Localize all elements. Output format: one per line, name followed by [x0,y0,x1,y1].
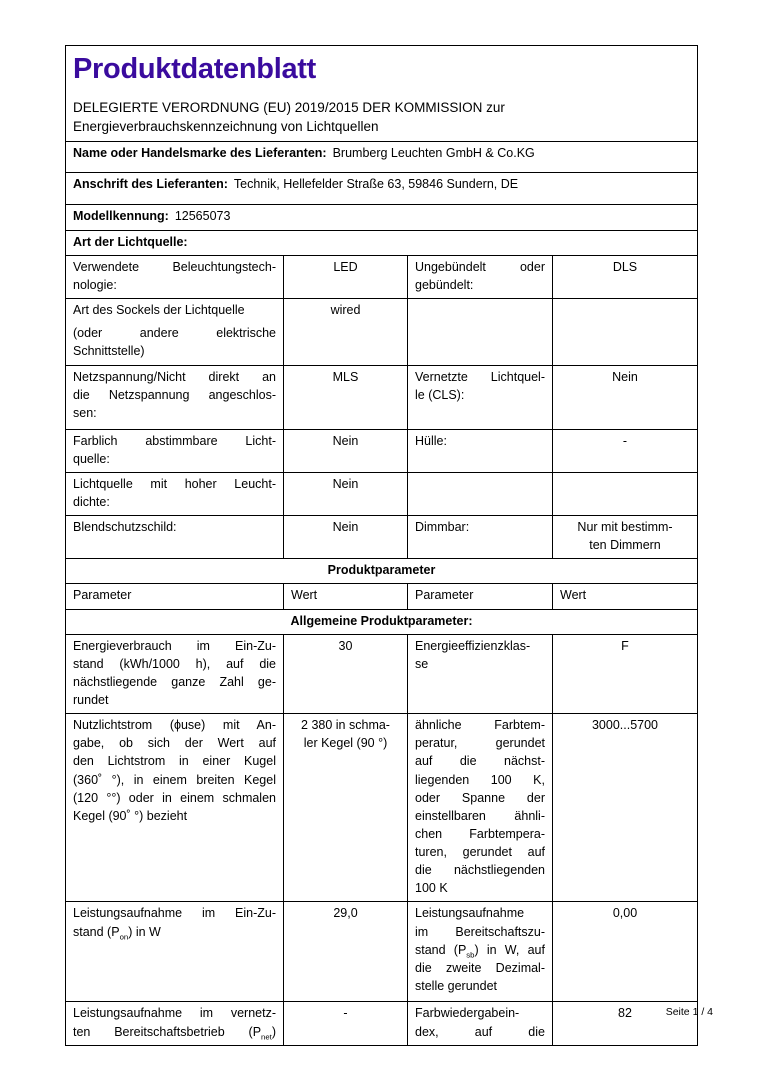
table-row [66,230,698,255]
table-row [66,365,698,429]
on-mode-power-line-2 [73,923,276,941]
mains-voltage-label-cell: Netzspannung/Nicht direkt an die Netzspannung angeschlos- sen: [66,365,284,429]
product-datasheet-table [65,45,698,1046]
energy-consumption-label-cell: Energieverbrauch im Ein-Zu- stand (kWh/1000 h), auf die nächstliegende ganze Zahl ge- rundet [66,634,284,714]
networked-standby-value-cell: - [284,1002,408,1045]
empty-cell [553,472,698,515]
table-row [66,204,698,230]
beam-label-cell: Ungebündelt oder gebündelt: [408,255,553,298]
table-row [66,714,698,902]
standby-power-line-5: stelle gerundet [415,978,498,993]
standby-power-line-4: die zweite Dezimal- [415,960,545,975]
table-row [66,902,698,1002]
standby-power-line-1: Leistungsaufnahme [415,906,525,921]
connected-light-source-value-cell: Nein [553,365,698,429]
supplier-address-value: Technik, Hellefelder Straße 63, 59846 Sundern, DE [233,176,519,191]
table-row [66,172,698,204]
networked-standby-line-1: Leistungsaufnahme im vernetz- [73,1006,276,1021]
technology-value-cell: LED [284,255,408,298]
model-id-label: Modellkennung: [73,208,169,223]
color-tunable-label-cell: Farblich abstimmbare Licht- quelle: [66,429,284,472]
energy-consumption-value-cell: 30 [284,634,408,714]
socket-label-line: Art des Sockels der Lichtquelle [73,303,245,318]
light-source-type-label: Art der Lichtquelle: [73,234,188,249]
light-source-type-cell [66,230,698,255]
socket-value-cell: wired [284,299,408,365]
title-row [66,46,698,142]
envelope-value-cell: - [553,429,698,472]
text-run: ) in W [128,924,161,939]
networked-standby-label-cell [66,1002,284,1045]
energy-class-label-cell: Energieeffizienzklas- se [408,634,553,714]
subscript-on: on [119,932,129,942]
supplier-name-label: Name oder Handelsmarke des Lieferanten: [73,145,327,160]
supplier-name-cell [66,141,698,172]
standby-power-line-3 [415,941,545,959]
standby-power-line-2: im Bereitschaftszu- [415,924,545,939]
subtitle-line-2: Energieverbrauchskennzeichnung von Lichtquellen [73,118,379,134]
table-row [66,141,698,172]
text-run: ) in W, auf [474,942,545,957]
table-row [66,516,698,559]
model-id-cell [66,204,698,230]
dimmable-value-cell: Nur mit bestimm- ten Dimmern [553,516,698,559]
standby-power-value-cell: 0,00 [553,902,698,1002]
on-mode-power-line-1: Leistungsaufnahme im Ein-Zu- [73,906,276,921]
color-temperature-label-cell: ähnliche Farbtem- peratur, gerundet auf die nächst- liegenden 100 K, oder Spanne der einstellbaren ähnli- chen Farbtempera- turen, gerundet auf die nächstliegenden 100 K [408,714,553,902]
title-cell [66,46,698,142]
empty-cell [408,299,553,365]
table-row [66,299,698,365]
connected-light-source-label-cell: Vernetzte Lichtquel- le (CLS): [408,365,553,429]
text-run: ) [271,1024,276,1039]
empty-cell [553,299,698,365]
color-temperature-value-cell: 3000...5700 [553,714,698,902]
column-header-wert-2: Wert [553,584,698,609]
table-row [66,584,698,609]
supplier-address-label: Anschrift des Lieferanten: [73,176,228,191]
networked-standby-line-2 [73,1023,276,1041]
column-header-parameter-1: Parameter [66,584,284,609]
page-number: Seite 1 / 4 [665,1006,713,1018]
color-rendering-index-value-cell: 82 [553,1002,698,1045]
standby-power-label-cell [408,902,553,1002]
produktparameter-header: Produktparameter [66,559,698,584]
allgemeine-produktparameter-header: Allgemeine Produktparameter: [66,609,698,634]
regulation-subtitle [73,99,690,137]
subscript-sb: sb [466,950,475,960]
high-luminance-value-cell: Nein [284,472,408,515]
useful-luminous-flux-value-cell: 2 380 in schma- ler Kegel (90 °) [284,714,408,902]
table-row [66,1002,698,1045]
table-row [66,429,698,472]
subscript-net: net [261,1032,272,1042]
supplier-address-cell [66,172,698,204]
text-run: stand (P [73,924,120,939]
mains-voltage-value-cell: MLS [284,365,408,429]
color-rendering-index-label-cell: Farbwiedergabein- dex, auf die [408,1002,553,1045]
table-row [66,559,698,584]
column-header-parameter-2: Parameter [408,584,553,609]
table-row [66,609,698,634]
table-row [66,472,698,515]
socket-label-cell [66,299,284,365]
color-tunable-value-cell: Nein [284,429,408,472]
table-row [66,255,698,298]
text-run: stand (P [415,942,467,957]
column-header-wert-1: Wert [284,584,408,609]
envelope-label-cell: Hülle: [408,429,553,472]
empty-cell [408,472,553,515]
anti-glare-value-cell: Nein [284,516,408,559]
model-id-value: 12565073 [174,208,231,223]
high-luminance-label-cell: Lichtquelle mit hoher Leucht- dichte: [66,472,284,515]
socket-label-paragraph2: (oder andere elektrische Schnittstelle) [73,326,276,359]
table-row [66,634,698,714]
anti-glare-label-cell: Blendschutzschild: [66,516,284,559]
on-mode-power-label-cell [66,902,284,1002]
supplier-name-value: Brumberg Leuchten GmbH & Co.KG [332,145,535,160]
text-run: ten Bereitschaftsbetrieb (P [73,1024,262,1039]
dimmable-label-cell: Dimmbar: [408,516,553,559]
useful-luminous-flux-label-cell: Nutzlichtstrom (ϕuse) mit An- gabe, ob sich der Wert auf den Lichtstrom in einer Kugel (360˚ °), in einem breiten Kegel (120 °°) oder in einem schmalen Kegel (90˚ °) bezieht [66,714,284,902]
subtitle-line-1: DELEGIERTE VERORDNUNG (EU) 2019/2015 DER KOMMISSION zur [73,100,505,116]
page-title: Produktdatenblatt [73,53,317,85]
beam-value-cell: DLS [553,255,698,298]
energy-class-value-cell: F [553,634,698,714]
technology-label-cell: Verwendete Beleuchtungstech- nologie: [66,255,284,298]
on-mode-power-value-cell: 29,0 [284,902,408,1002]
